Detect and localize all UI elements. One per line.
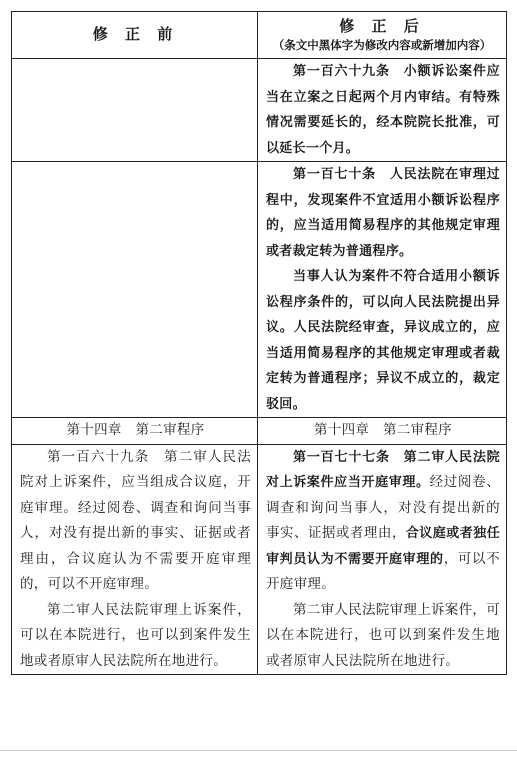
- bold-text: 第一百七十七条 第二审人民法院对上诉案件应当开庭审理。: [266, 449, 500, 490]
- chapter-before: 第十四章 第二审程序: [12, 418, 258, 445]
- comparison-page: [11, 11, 506, 675]
- normal-text: ，可以不开庭审理。: [266, 550, 500, 592]
- cell-after-appeal: [258, 444, 507, 675]
- paragraph: [266, 445, 500, 598]
- page-bottom-rule: [0, 750, 517, 751]
- table-row: [12, 444, 507, 675]
- header-after-label: 修 正 后: [339, 17, 425, 35]
- table-header-row: [12, 12, 507, 59]
- paragraph: 第二审人民法院审理上诉案件，可以在本院进行，也可以到案件发生地或者原审人民法院所在地进行。: [266, 601, 500, 669]
- bold-text: 第一百七十条 人民法院在审理过程中，发现案件不宜适用小额诉讼程序的，应当适用简易程序的其他规定审理或者裁定转为普通程序。: [266, 167, 500, 259]
- bold-text: 第一百六十九条 小额诉讼案件应当在立案之日起两个月内审结。有特殊情况需要延长的，经本院院长批准，可以延长一个月。: [266, 64, 500, 156]
- cell-after-article-170: [258, 162, 507, 418]
- cell-before-empty: [12, 162, 258, 418]
- amendment-comparison-table: [11, 11, 507, 675]
- header-before: [12, 12, 258, 59]
- chapter-row: [12, 418, 507, 445]
- header-after: [258, 12, 507, 59]
- table-row: [12, 59, 507, 162]
- paragraph: [266, 59, 500, 161]
- header-after-note: （条文中黑体字为修改内容或新增加内容）: [272, 38, 492, 52]
- paragraph: [266, 264, 500, 417]
- chapter-after: 第十四章 第二审程序: [258, 418, 507, 445]
- cell-before-empty: [12, 59, 258, 162]
- bold-text: 当事人认为案件不符合适用小额诉讼程序条件的，可以向人民法院提出异议。人民法院经审查，异议成立的，应当适用简易程序的其他规定审理或者裁定转为普通程序；异议不成立的，裁定驳回。: [266, 269, 500, 412]
- table-row: [12, 162, 507, 418]
- header-before-label: 修 正 前: [92, 25, 179, 44]
- paragraph: 第二审人民法院审理上诉案件，可以在本院进行，也可以到案件发生地或者原审人民法院所在地进行。: [20, 601, 251, 669]
- paragraph: 第一百六十九条 第二审人民法院对上诉案件，应当组成合议庭，开庭审理。经过阅卷、调查和询问当事人，对没有提出新的事实、证据或者理由，合议庭认为不需要开庭审理的，可以不开庭审理。: [20, 448, 251, 592]
- bold-text: 合议庭或者独任审判员认为不需要开庭审理的: [266, 526, 500, 567]
- normal-text: 经过阅卷、调查和询问当事人，对没有提出新的事实、证据或者理由，: [266, 474, 501, 541]
- cell-before-appeal: [12, 444, 258, 675]
- paragraph: [266, 162, 500, 264]
- cell-after-article-169: [258, 59, 507, 162]
